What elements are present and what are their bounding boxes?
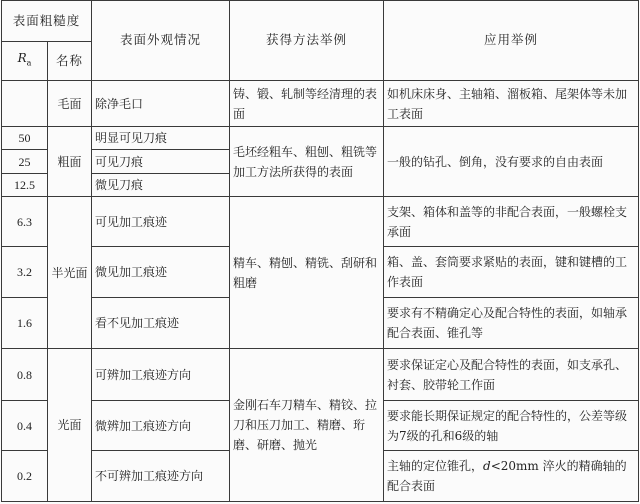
ra-symbol: R	[17, 51, 27, 66]
application-text: 主轴的定位锥孔，	[387, 459, 484, 474]
appearance-cell: 微辨加工痕迹方向	[92, 400, 230, 451]
ra-value: 12.5	[2, 173, 48, 196]
method-cell: 金刚石车刀精车、精铰、拉刀和压刀加工、精磨、珩磨、研磨、抛光	[230, 349, 384, 502]
ra-value: 3.2	[2, 247, 48, 298]
header-ra	[2, 42, 48, 80]
ra-value: 6.3	[2, 196, 48, 247]
application-cell: 如机床床身、主轴箱、溜板箱、尾架体等未加工表面	[384, 80, 639, 126]
ra-value: 50	[2, 127, 48, 150]
appearance-cell: 微见加工痕迹	[92, 247, 230, 298]
header-surface-roughness: 表面粗糙度	[2, 1, 92, 42]
table-row	[2, 80, 639, 126]
application-cell: 要求保证定心及配合特性的表面，如支承孔、衬套、胶带轮工作面	[384, 349, 639, 401]
appearance-cell: 看不见加工痕迹	[92, 297, 230, 349]
appearance-cell: 微见刀痕	[92, 173, 230, 196]
appearance-cell: 可见加工痕迹	[92, 196, 230, 247]
method-cell: 精车、精刨、精铣、刮研和粗磨	[230, 196, 384, 349]
ra-value	[2, 80, 48, 126]
application-cell	[384, 451, 639, 502]
application-cell: 一般的钻孔、倒角，没有要求的自由表面	[384, 127, 639, 197]
application-cell: 支架、箱体和盖等的非配合表面，一般螺栓支承面	[384, 196, 639, 247]
appearance-cell: 不可辨加工痕迹方向	[92, 451, 230, 502]
application-text: <20mm 淬火的精确轴的配合表面	[387, 459, 627, 494]
header-name: 名称	[48, 42, 92, 80]
group-name: 光面	[48, 349, 92, 502]
table-row	[2, 127, 639, 150]
ra-value: 25	[2, 150, 48, 173]
diameter-symbol: d	[483, 459, 491, 474]
method-cell: 铸、锻、轧制等经清理的表面	[230, 80, 384, 126]
ra-subscript: a	[26, 58, 32, 68]
application-cell: 箱、盖、套筒要求紧贴的表面，键和键槽的工作表面	[384, 247, 639, 298]
application-cell: 要求有不精确定心及配合特性的表面，如轴承配合表面、锥孔等	[384, 297, 639, 349]
application-cell: 要求能长期保证规定的配合特性的，公差等级为7级的孔和6级的轴	[384, 400, 639, 451]
group-name: 粗面	[48, 127, 92, 197]
appearance-cell: 明显可见刀痕	[92, 127, 230, 150]
table-row	[2, 196, 639, 247]
header-method: 获得方法举例	[230, 1, 384, 81]
appearance-cell: 可辨加工痕迹方向	[92, 349, 230, 401]
roughness-table	[1, 0, 639, 502]
header-row	[2, 1, 639, 42]
appearance-cell: 除净毛口	[92, 80, 230, 126]
ra-value: 0.4	[2, 400, 48, 451]
ra-value: 1.6	[2, 297, 48, 349]
table-row	[2, 349, 639, 401]
header-appearance: 表面外观情况	[92, 1, 230, 81]
group-name: 毛面	[48, 80, 92, 126]
group-name: 半光面	[48, 196, 92, 349]
appearance-cell: 可见刀痕	[92, 150, 230, 173]
ra-value: 0.2	[2, 451, 48, 502]
method-cell: 毛坯经粗车、粗刨、粗铣等加工方法所获得的表面	[230, 127, 384, 197]
header-application: 应用举例	[384, 1, 639, 81]
ra-value: 0.8	[2, 349, 48, 401]
